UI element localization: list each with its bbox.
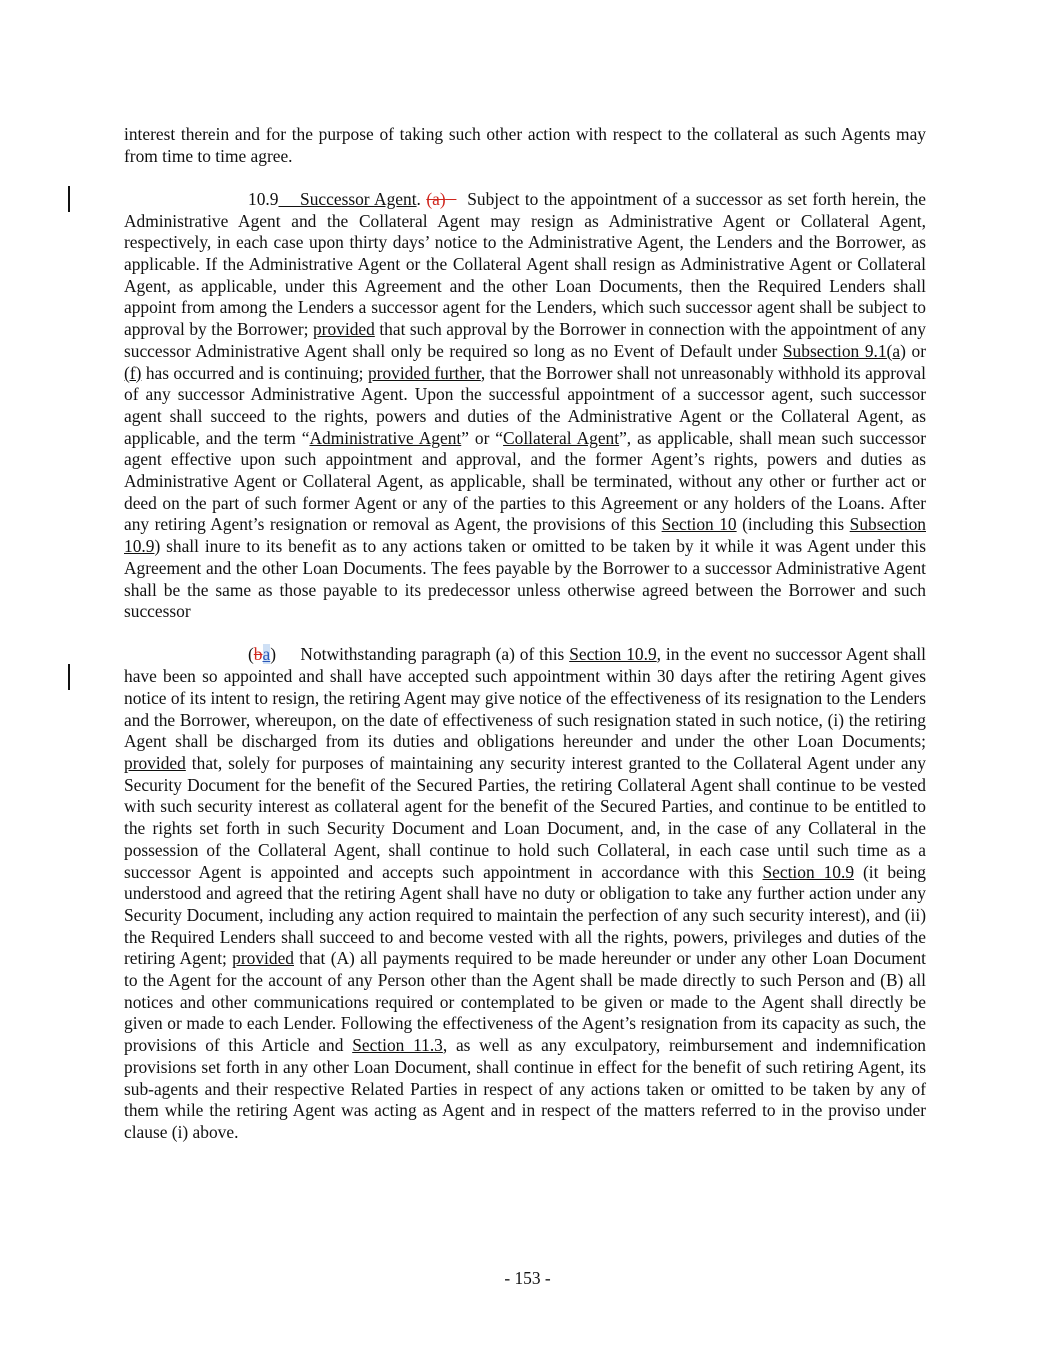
inserted-letter: a [262,644,271,665]
section-11-3-ref: Section 11.3 [352,1035,443,1056]
subsection-10-9-ref: Subsection 10.9 [124,514,926,557]
subsection-9-1-ref: Subsection 9.1( [782,340,893,361]
administrative-agent-term: Administrative Agent [309,427,462,448]
p2-t3: that, solely for purposes of maintaining any security interest granted to the Collateral Agent under any Security Document for the benefit of the Secured Parties, the retiring Collateral Agent shall continue to be vested with such security interest as collateral agent for the benefit of the Secured Parties, and continue to be entitled to the rights set forth in such Security Document and Loan Document, and, in the case of any Collateral in the possession of the Collateral Agent, shall continue to hold such Collateral, in each case until such time as a successor Agent is appointed and accepts such appointment in accordance with this [124,752,926,882]
heading-period: . [416,188,421,209]
p1-t6: ” or “ [461,427,504,448]
provided-term-1: provided [124,752,186,773]
p1-t4: has occurred and is continuing; [141,362,368,383]
paragraph-0-text: interest therein and for the purpose of taking such other action with respect to the collateral as such Agents may from time to time agree. [124,124,926,166]
paragraph-continuation [124,124,926,167]
section-number: 10.9 [248,188,279,209]
change-bar-1 [68,186,70,212]
deleted-marker [426,189,456,209]
collateral-agent-term: Collateral Agent [503,427,620,448]
p1-t7: ”, as applicable, shall mean such successor agent effective upon such appointment and approval, and the former Agent’s rights, powers and duties as Administrative Agent or Collateral Agent, as applicable, shall be terminated, without any other or further act or deed on the part of such former Agent or any of the parties to this Agreement or any holders of the Loans. After any retiring Agent’s resignation or removal as Agent, the provisions of this [124,427,927,535]
paragraph-section-10-9 [124,189,926,623]
paragraph-notwithstanding [124,644,926,1143]
section-10-9-ref-a: Section 10.9 [569,644,657,665]
p1-t5: , that the Borrower shall not unreasonably withhold its approval of any successor Administrative Agent. Upon the successful appointment of a successor agent, such successor agent shall succeed to the rights, powers and duties of the Administrative Agent or the Collateral Agent, as applicable, and the term “ [124,362,926,448]
close-paren: ) [270,644,277,665]
section-heading: Successor Agent [300,188,417,209]
p2-t1: Notwithstanding paragraph (a) of this [300,644,570,665]
provided-further-term: provided further [367,362,481,383]
p2-t4: (it being understood and agreed that the retiring Agent shall have no duty or obligation to take any further action under any Security Document, including any action required to maintain the perfection of any such security interest), and (ii) the Required Lenders shall succeed to and become vested with all the rights, powers, privileges and duties of the retiring Agent; [124,861,926,969]
p2-t5: that (A) all payments required to be made hereunder or under any other Loan Document to the Agent for the account of any Person other than the Agent shall be made directly to such Person and (B) all notices and other communications required or contemplated to be given or made to the Agent shall directly be given or made to each Lender. Following the effectiveness of the Agent’s resignation from its capacity as such, the provisions of this Article and [124,948,926,1056]
p1-t2: that such approval by the Borrower in connection with the appointment of any successor Administrative Agent shall only be required so long as no Event of Default under [124,319,926,361]
p1-t3: ) or [900,340,926,361]
section-10-ref: Section 10 [661,514,737,535]
p1-t9: ) shall inure to its benefit as to any actions taken or omitted to be taken by it while it was Agent under this Agreement and the other Loan Documents. The fees payable by the Borrower to a successor Administrative Agent shall be the same as those payable to its predecessor unless otherwise agreed between the Borrower and such successor [124,536,926,622]
p1-t1: Subject to the appointment of a successor as set forth herein, the Administrative Agent and the Collateral Agent may resign as Administrative Agent or Collateral Agent, respectively, in each case upon thirty days’ notice to the Administrative Agent, the Lenders and the Borrower, as applicable. If the Administrative Agent or the Collateral Agent shall resign as Administrative Agent or Collateral Agent, as applicable, under this Agreement and the other Loan Documents, then the Required Lenders shall appoint from among the Lenders a successor agent for the Lenders, which such successor agent shall be subject to approval by the Borrower; [124,188,927,340]
provided-term-2: provided [232,948,294,969]
ref-f: (f) [124,362,142,383]
deleted-marker-text: (a) [426,188,446,209]
section-10-9-ref-b: Section 10.9 [762,861,855,882]
p2-t6: , as well as any exculpatory, reimbursement and indemnification provisions set forth in any other Loan Document, shall continue in effect for the benefit of such retiring Agent, its sub-agents and their respective Related Parties in respect of any actions taken or omitted to be taken by any of them while the retiring Agent was acting as Agent and in respect of the matters referred to in the proviso under clause (i) above. [124,1035,926,1142]
open-paren: ( [248,644,254,665]
provided-term: provided [312,319,375,340]
page-number: - 153 - [504,1268,551,1288]
p2-t2: , in the event no successor Agent shall have been so appointed and shall have accepted such appointment within 30 days after the retiring Agent gives notice of its intent to resign, the retiring Agent may give notice of the effectiveness of its resignation to the Lenders and the Borrower, whereupon, on the date of effectiveness of such resignation stated in such notice, (i) the retiring Agent shall be discharged from its duties and obligations hereunder and under the other Loan Documents; [124,644,927,752]
p1-t8: (including this [736,514,850,535]
ref-a: a [892,340,901,361]
heading-spacer [278,189,300,209]
deleted-letter: b [253,644,263,665]
document-page [124,124,926,1144]
change-bar-2 [68,664,70,690]
